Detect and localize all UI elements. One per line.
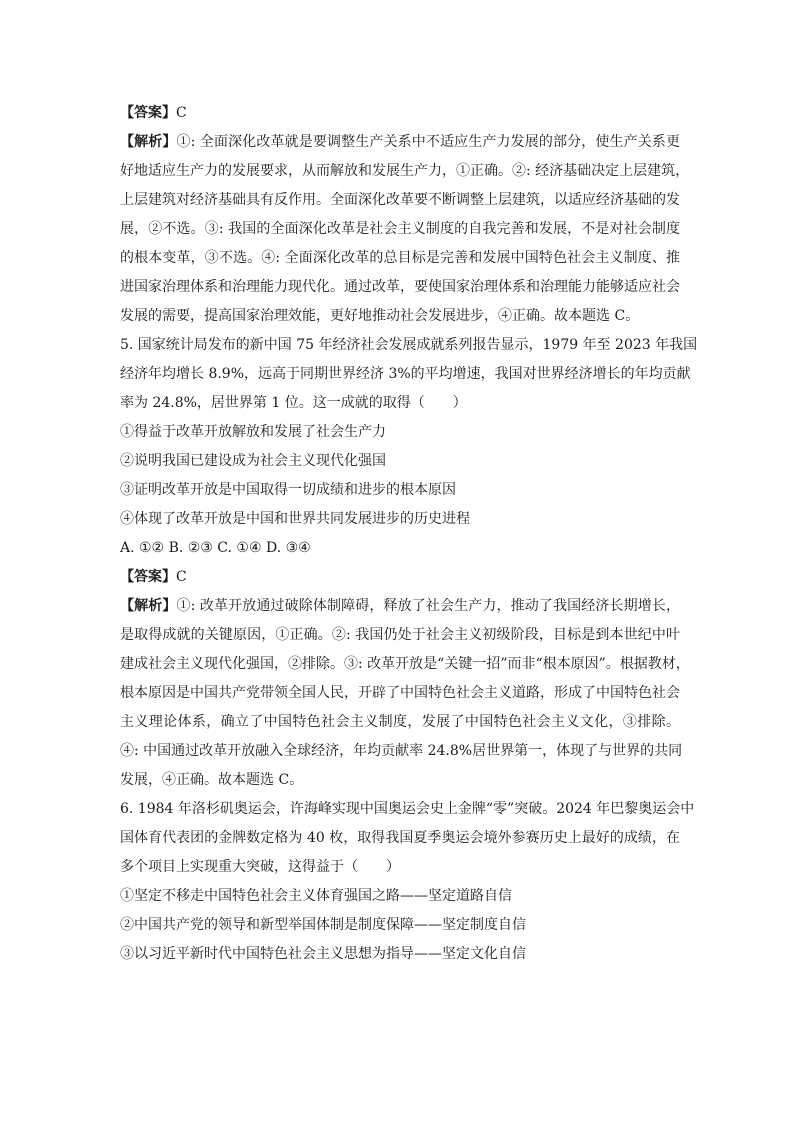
q5-option-1: ①得益于改革开放解放和发展了社会生产力 bbox=[120, 424, 386, 440]
analysis-text: ①: 改革开放通过破除体制障碍，释放了社会生产力，推动了我国经济长期增长， bbox=[176, 598, 680, 614]
q5-option-4: ④体现了改革开放是中国和世界共同发展进步的历史进程 bbox=[120, 511, 470, 527]
q5-stem-line-2: 经济年均增长 8.9%，远高于同期世界经济 3%的平均增速，我国对世界经济增长的年均贡献 bbox=[120, 366, 691, 382]
answer-value: C bbox=[176, 569, 187, 585]
q5-analysis-line-6: ④: 中国通过改革开放融入全球经济，年均贡献率 24.8%居世界第一，体现了与世界的共同 bbox=[120, 743, 683, 759]
q5-analysis-line-7: 发展，④正确。故本题选 C。 bbox=[120, 772, 304, 788]
q5-analysis-line-3: 建成社会主义现代化强国，②排除。③: 改革开放是“关键一招”而非“根本原因”。根据教材， bbox=[120, 656, 690, 672]
q5-analysis-line-5: 主义理论体系，确立了中国特色社会主义制度，发展了中国特色社会主义文化，③排除。 bbox=[120, 714, 680, 730]
analysis-tag: 【解析】 bbox=[120, 598, 177, 614]
q4-answer-line bbox=[120, 103, 680, 123]
q6-option-1: ①坚定不移走中国特色社会主义体育强国之路——坚定道路自信 bbox=[120, 888, 512, 904]
q5-stem-line-1: 5. 国家统计局发布的新中国 75 年经济社会发展成就系列报告显示，1979 年至 2023 年我国 bbox=[120, 337, 698, 353]
answer-tag: 【答案】 bbox=[120, 105, 176, 121]
q5-analysis-line-1 bbox=[120, 596, 680, 616]
q4-analysis-line-4: 展，②不选。③: 我国的全面深化改革是社会主义制度的自我完善和发展，不是对社会制度 bbox=[120, 221, 680, 237]
q5-answer-line bbox=[120, 567, 680, 587]
q4-analysis-line-6: 进国家治理体系和治理能力现代化。通过改革，要使国家治理体系和治理能力能够适应社会 bbox=[120, 279, 680, 295]
q4-analysis-line-2: 好地适应生产力的发展要求，从而解放和发展生产力，①正确。②: 经济基础决定上层建筑， bbox=[120, 163, 690, 179]
analysis-tag: 【解析】 bbox=[120, 134, 177, 150]
q5-option-2: ②说明我国已建设成为社会主义现代化强国 bbox=[120, 453, 386, 469]
q4-analysis-line-5: 的根本变革，③不选。④: 全面深化改革的总目标是完善和发展中国特色社会主义制度、推 bbox=[120, 250, 680, 266]
q6-stem-line-3: 多个项目上实现重大突破，这得益于（ ） bbox=[120, 859, 400, 875]
q5-choices: A. ①② B. ②③ C. ①④ D. ③④ bbox=[120, 540, 311, 556]
q6-stem-line-1: 6. 1984 年洛杉矶奥运会，许海峰实现中国奥运会史上金牌“零”突破。2024 年巴黎奥运会中 bbox=[120, 801, 695, 817]
analysis-text: ①: 全面深化改革就是要调整生产关系中不适应生产力发展的部分，使生产关系更 bbox=[176, 134, 680, 150]
q4-analysis-line-3: 上层建筑对经济基础具有反作用。全面深化改革要不断调整上层建筑，以适应经济基础的发 bbox=[120, 192, 680, 208]
q6-stem-line-2: 国体育代表团的金牌数定格为 40 枚，取得我国夏季奥运会境外参赛历史上最好的成绩，在 bbox=[120, 830, 680, 846]
q5-stem-line-3: 率为 24.8%，居世界第 1 位。这一成就的取得（ ） bbox=[120, 395, 467, 411]
q6-option-2: ②中国共产党的领导和新型举国体制是制度保障——坚定制度自信 bbox=[120, 917, 526, 933]
q5-option-3: ③证明改革开放是中国取得一切成绩和进步的根本原因 bbox=[120, 482, 456, 498]
q6-option-3: ③以习近平新时代中国特色社会主义思想为指导——坚定文化自信 bbox=[120, 946, 526, 962]
q5-analysis-line-2: 是取得成就的关键原因，①正确。②: 我国仍处于社会主义初级阶段，目标是到本世纪中叶 bbox=[120, 627, 680, 643]
q4-analysis-line-1 bbox=[120, 132, 680, 152]
answer-tag: 【答案】 bbox=[120, 569, 176, 585]
q5-analysis-line-4: 根本原因是中国共产党带领全国人民，开辟了中国特色社会主义道路，形成了中国特色社会 bbox=[120, 685, 680, 701]
answer-value: C bbox=[176, 105, 187, 121]
q4-analysis-line-7: 发展的需要，提高国家治理效能，更好地推动社会发展进步，④正确。故本题选 C。 bbox=[120, 308, 640, 324]
